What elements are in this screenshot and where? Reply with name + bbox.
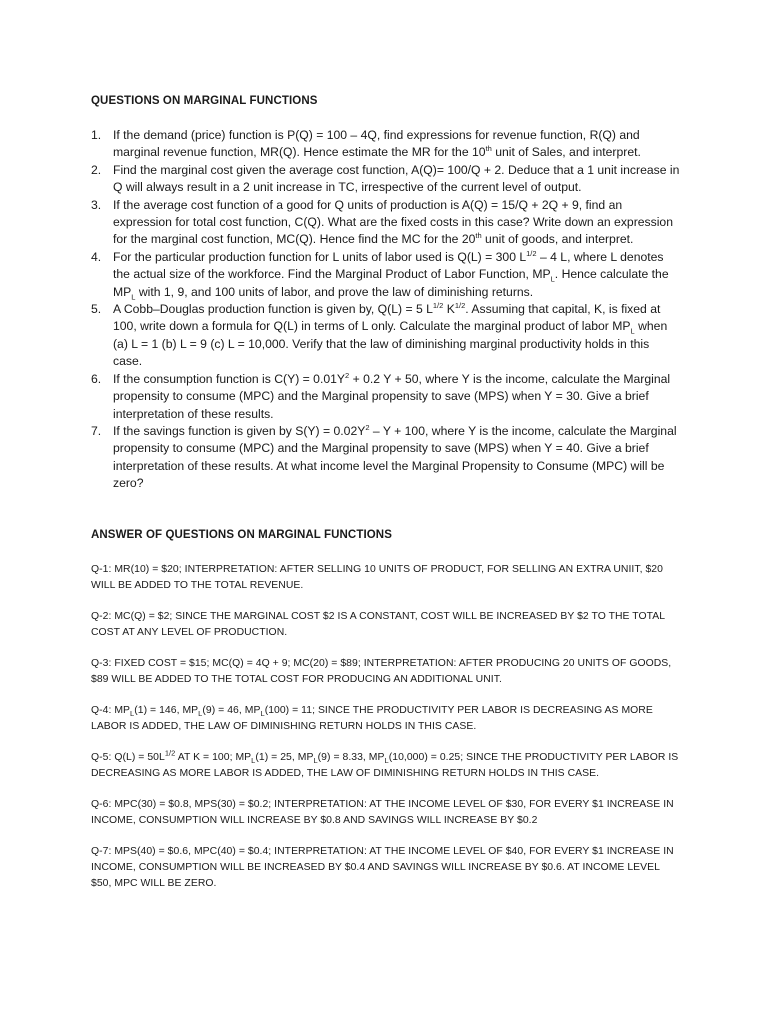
answer-item bbox=[91, 797, 681, 829]
text-run: – 4 L, where L denotes the actual size of the workforce. Find the Marginal Product of Labor Function, MP bbox=[113, 249, 664, 282]
question-item bbox=[91, 197, 681, 249]
text-run: Q-3: FIXED COST = $15; MC(Q) = 4Q + 9; MC(20) = $89; INTERPRETATION: AFTER PRODUCING 20 UNITS OF GOODS, $89 WILL BE ADDED TO THE TOTAL COST FOR PRODUCING AN ADDITIONAL UNIT. bbox=[91, 658, 672, 685]
text-run: (9) = 46, MP bbox=[202, 705, 261, 716]
text-run: Q-1: MR(10) = $20; INTERPRETATION: AFTER SELLING 10 UNITS OF PRODUCT, FOR SELLING AN EXTRA UNIIT, $20 WILL BE ADDED TO THE TOTAL REVENUE. bbox=[91, 564, 663, 591]
answer-item bbox=[91, 562, 681, 594]
questions-heading: QUESTIONS ON MARGINAL FUNCTIONS bbox=[91, 95, 318, 107]
question-text bbox=[113, 163, 679, 194]
text-run: (100) = 11; SINCE THE PRODUCTIVITY PER LABOR IS DECREASING AS MORE LABOR IS ADDED, THE LAW OF DIMINISHING RETURN HOLDS IN THIS CASE. bbox=[91, 705, 653, 732]
subscript: L bbox=[550, 274, 555, 284]
question-item bbox=[91, 423, 681, 493]
text-run: – Y + 100, where Y is the income, calculate the Marginal propensity to consume (MPC) and the Marginal propensity to save (MPS) when Y = 40. Give a brief interpretation of these results. At what income level the Marginal Propensity to Consume (MPC) will be zero? bbox=[113, 423, 677, 491]
text-run: A Cobb–Douglas production function is given by, Q(L) = 5 L bbox=[113, 302, 433, 317]
superscript: th bbox=[475, 231, 482, 241]
question-number: 6. bbox=[91, 371, 102, 386]
text-run: . Assuming that capital, K, is fixed at 100, write down a formula for Q(L) in terms of L only. Calculate the marginal product of labor MP bbox=[113, 302, 661, 334]
question-item bbox=[91, 301, 681, 371]
superscript: 2 bbox=[345, 370, 350, 380]
text-run: unit of Sales, and interpret. bbox=[491, 145, 641, 160]
text-run: If the consumption function is C(Y) = 0.01Y bbox=[113, 371, 346, 386]
text-run: (1) = 146, MP bbox=[134, 705, 199, 716]
answer-item bbox=[91, 844, 681, 892]
question-text bbox=[113, 372, 670, 421]
answer-item bbox=[91, 703, 681, 735]
text-run: (1) = 25, MP bbox=[255, 752, 314, 763]
superscript: 1/2 bbox=[526, 248, 537, 258]
text-run: If the savings function is given by S(Y) = 0.02Y bbox=[113, 423, 366, 438]
answer-item bbox=[91, 750, 681, 782]
superscript: 2 bbox=[365, 422, 370, 432]
superscript: 1/2 bbox=[164, 748, 176, 758]
questions-list bbox=[91, 127, 681, 493]
text-run: Q-6: MPC(30) = $0.8, MPS(30) = $0.2; INTERPRETATION: AT THE INCOME LEVEL OF $30, FOR EVERY $1 INCREASE IN INCOME, CONSUMPTION WILL INCREASE BY $0.8 AND SAVINGS WILL INCREASE BY $0.2 bbox=[91, 799, 674, 826]
question-text bbox=[113, 248, 669, 302]
subscript: L bbox=[130, 709, 135, 719]
question-item bbox=[91, 371, 681, 423]
answer-item bbox=[91, 609, 681, 641]
question-text bbox=[113, 424, 677, 490]
question-text bbox=[113, 302, 667, 368]
question-number: 1. bbox=[91, 128, 102, 142]
text-run: If the demand (price) function is P(Q) = 100 – 4Q, find expressions for revenue function, R(Q) and marginal revenue function, MR(Q). Hence estimate the MR for the 10 bbox=[113, 128, 640, 160]
text-run: (10,000) = 0.25; SINCE THE PRODUCTIVITY PER LABOR IS DECREASING AS MORE LABOR IS ADDED, THE LAW OF DIMINISHING RETURN HOLDS IN THIS CASE. bbox=[91, 752, 679, 779]
text-run: Q-5: Q(L) = 50L bbox=[91, 752, 165, 763]
question-item bbox=[91, 249, 681, 301]
superscript: 1/2 bbox=[454, 301, 466, 310]
question-text bbox=[113, 198, 673, 247]
question-item bbox=[91, 162, 681, 197]
text-run: For the particular production function for L units of labor used is Q(L) = 300 L bbox=[113, 249, 527, 264]
question-number: 5. bbox=[91, 302, 102, 317]
question-text bbox=[113, 128, 641, 159]
text-run: . Hence calculate the MP bbox=[113, 267, 669, 299]
subscript: L bbox=[198, 709, 203, 719]
text-run: If the average cost function of a good for Q units of production is A(Q) = 15/Q + 2Q + 9, find an expression for total cost function, C(Q). What are the fixed costs in this case? Write down an expression for the marginal cost function, MC(Q). Hence find the MC for the 20 bbox=[113, 197, 673, 247]
subscript: L bbox=[630, 326, 635, 336]
answer-item bbox=[91, 656, 681, 688]
text-run: + 0.2 Y + 50, where Y is the income, calculate the Marginal propensity to consume (MPC) and the Marginal propensity to save (MPS) when Y = 30. Give a brief interpretation of these results. bbox=[113, 371, 671, 421]
text-run: AT K = 100; MP bbox=[175, 752, 252, 763]
text-run: Q-2: MC(Q) = $2; SINCE THE MARGINAL COST $2 IS A CONSTANT, COST WILL BE INCREASED BY $2 TO THE TOTAL COST AT ANY LEVEL OF PRODUCTION. bbox=[91, 611, 665, 638]
text-run: with 1, 9, and 100 units of labor, and prove the law of diminishing returns. bbox=[135, 284, 534, 299]
subscript: L bbox=[260, 709, 265, 719]
subscript: L bbox=[251, 756, 256, 766]
question-number: 4. bbox=[91, 249, 102, 264]
text-run: when (a) L = 1 (b) L = 9 (c) L = 10,000. Verify that the law of diminishing marginal productivity holds in this case. bbox=[113, 319, 668, 369]
text-run: K bbox=[443, 302, 455, 317]
text-run: (9) = 8.33, MP bbox=[317, 752, 385, 763]
answers-heading: ANSWER OF QUESTIONS ON MARGINAL FUNCTIONS bbox=[91, 529, 392, 541]
answers-list bbox=[91, 562, 681, 907]
question-number: 3. bbox=[91, 197, 102, 212]
text-run: unit of goods, and interpret. bbox=[481, 232, 634, 247]
text-run: Q-7: MPS(40) = $0.6, MPC(40) = $0.4; INTERPRETATION: AT THE INCOME LEVEL OF $40, FOR EVERY $1 INCREASE IN INCOME, CONSUMPTION WILL BE INCREASED BY $0.4 AND SAVINGS WILL INCREASE BY $0.6. AT INCOME LEVEL $50, MPC WILL BE ZERO. bbox=[91, 846, 674, 889]
subscript: L bbox=[131, 292, 136, 302]
question-item bbox=[91, 127, 681, 162]
question-number: 7. bbox=[91, 423, 102, 438]
text-run: Find the marginal cost given the average cost function, A(Q)= 100/Q + 2. Deduce that a 1 unit increase in Q will always result in a 2 unit increase in TC, irrespective of the current level of output. bbox=[113, 162, 680, 195]
subscript: L bbox=[384, 756, 389, 766]
superscript: th bbox=[485, 144, 492, 154]
question-number: 2. bbox=[91, 162, 102, 177]
text-run: Q-4: MP bbox=[91, 705, 131, 716]
subscript: L bbox=[313, 756, 318, 766]
superscript: 1/2 bbox=[432, 301, 444, 310]
